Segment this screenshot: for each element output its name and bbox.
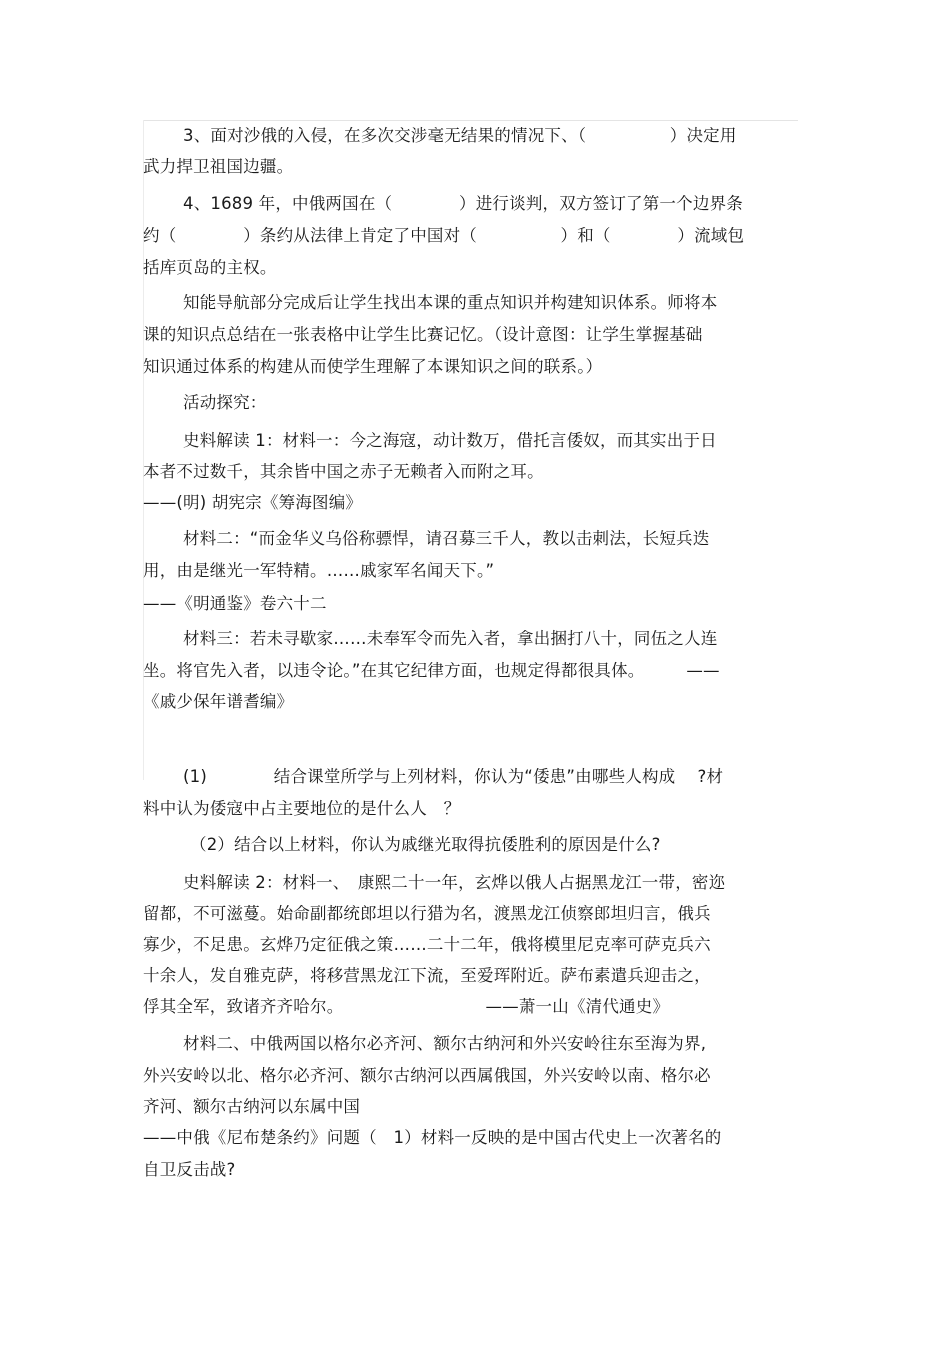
source-2-material-2-line-3: 齐河、额尔古纳河以东属中国 bbox=[143, 1097, 361, 1116]
source-1-material-1-line-2: 本者不过数千，其余皆中国之赤子无赖者入而附之耳。 bbox=[143, 462, 544, 481]
source-2-citation-and-question-line-1: ——中俄《尼布楚条约》问题（ 1）材料一反映的是中国古代史上一次著名的 bbox=[143, 1128, 722, 1147]
summary-line-2: 课的知识点总结在一张表格中让学生比赛记忆。（设计意图：让学生掌握基础 bbox=[143, 325, 703, 344]
source-2-material-2-line-1: 材料二、中俄两国以格尔必齐河、额尔古纳河和外兴安岭往东至海为界, bbox=[183, 1034, 707, 1053]
question-3-line-1: 3、面对沙俄的入侵，在多次交涉毫无结果的情况下、（ ）决定用 bbox=[183, 126, 737, 145]
question-4-line-2: 约（ ）条约从法律上肯定了中国对（ ）和（ ）流域包 bbox=[143, 226, 745, 245]
source-1-citation-1: ——(明) 胡宪宗《筹海图编》 bbox=[143, 493, 363, 512]
summary-line-3: 知识通过体系的构建从而使学生理解了本课知识之间的联系。） bbox=[143, 357, 603, 376]
source-1-question-1-line-1: (1) 结合课堂所学与上列材料，你认为“倭患”由哪些人构成 ?材 bbox=[183, 767, 724, 786]
source-2-material-1-line-5: 俘其全军，致诸齐齐哈尔。 ——萧一山《清代通史》 bbox=[143, 997, 670, 1016]
source-1-question-1-line-2: 料中认为倭寇中占主要地位的是什么人 ？ bbox=[143, 799, 461, 818]
source-1-question-2: （2）结合以上材料，你认为戚继光取得抗倭胜利的原因是什么? bbox=[190, 835, 661, 854]
activity-heading: 活动探究： bbox=[183, 393, 267, 412]
question-3-line-2: 武力捍卫祖国边疆。 bbox=[143, 157, 294, 176]
source-1-material-1-line-1: 史料解读 1：材料一：今之海寇，动计数万，借托言倭奴，而其实出于日 bbox=[183, 431, 717, 450]
source-2-material-1-line-3: 寡少，不足患。玄烨乃定征俄之策……二十二年，俄将模里尼克率可萨克兵六 bbox=[143, 935, 711, 954]
source-2-material-1-line-1: 史料解读 2：材料一、 康熙二十一年，玄烨以俄人占据黑龙江一带，密迩 bbox=[183, 873, 726, 892]
question-4-line-3: 括库页岛的主权。 bbox=[143, 258, 277, 277]
page-top-rule bbox=[143, 120, 798, 121]
source-1-material-3-line-2: 坐。将官先入者，以违令论。”在其它纪律方面，也规定得都很具体。 —— bbox=[143, 661, 720, 680]
source-1-citation-2: ——《明通鉴》卷六十二 bbox=[143, 594, 327, 613]
question-4-line-1: 4、1689 年，中俄两国在（ ）进行谈判，双方签订了第一个边界条 bbox=[183, 194, 743, 213]
summary-line-1: 知能导航部分完成后让学生找出本课的重点知识并构建知识体系。师将本 bbox=[183, 293, 718, 312]
source-2-material-1-line-4: 十余人，发自雅克萨，将移营黑龙江下流，至爱珲附近。萨布素遣兵迎击之， bbox=[143, 966, 711, 985]
source-2-material-1-line-2: 留都，不可滋蔓。始命副都统郎坦以行猎为名，渡黑龙江侦察郎坦归言，俄兵 bbox=[143, 904, 711, 923]
source-2-question-line-2: 自卫反击战? bbox=[143, 1160, 236, 1179]
source-1-material-2-line-2: 用，由是继光一军特精。……戚家军名闻天下。” bbox=[143, 561, 495, 580]
source-1-citation-3: 《戚少保年谱耆编》 bbox=[143, 692, 294, 711]
source-1-material-2-line-1: 材料二：“而金华义乌俗称骠悍，请召募三千人，教以击刺法，长短兵迭 bbox=[183, 529, 710, 548]
source-1-material-3-line-1: 材料三：若未寻歇家……未奉军令而先入者，拿出捆打八十，同伍之人连 bbox=[183, 629, 718, 648]
source-2-material-2-line-2: 外兴安岭以北、格尔必齐河、额尔古纳河以西属俄国，外兴安岭以南、格尔必 bbox=[143, 1066, 711, 1085]
